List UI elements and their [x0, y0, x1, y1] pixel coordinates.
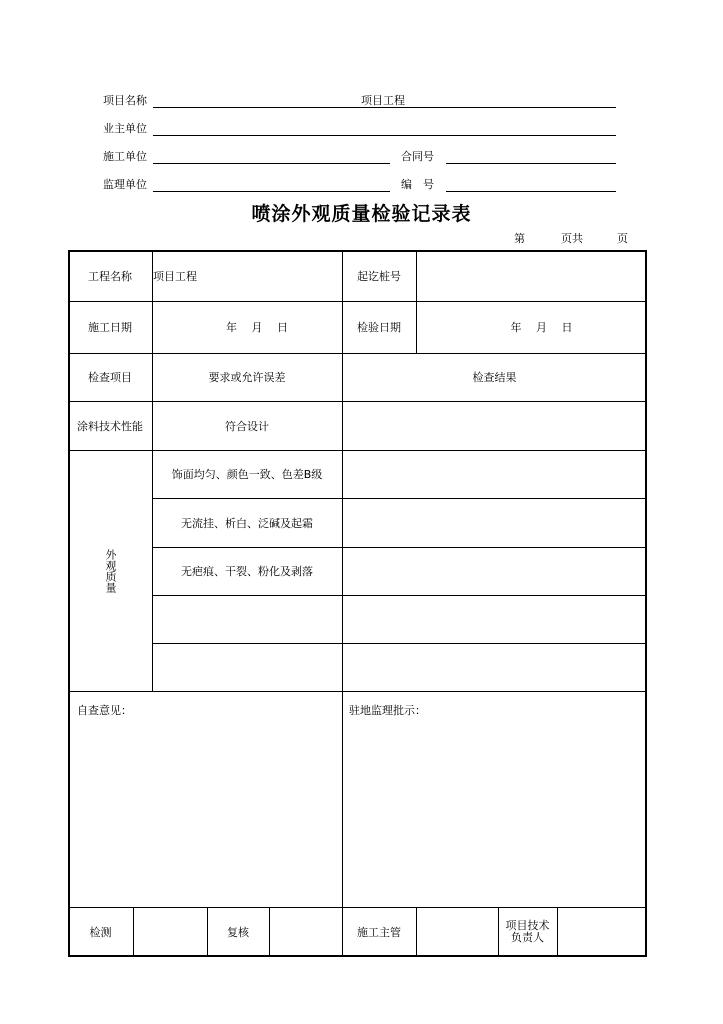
project-name-label: 项目名称 [103, 94, 147, 107]
serial-no-label: 编 号 [401, 178, 434, 191]
supervision-area[interactable] [344, 720, 645, 905]
station-value-cell[interactable] [416, 250, 647, 301]
appearance-result-5[interactable] [342, 643, 647, 691]
site-manager-label-cell: 施工主管 [357, 926, 401, 939]
appearance-label: 外观质量 [104, 548, 117, 593]
construction-date-value-cell[interactable]: 年 月 日 [226, 321, 288, 334]
tech-lead-label-line-1: 项目技术 [505, 919, 550, 932]
page-di-label: 第 [514, 232, 525, 245]
contract-no-label: 合同号 [401, 150, 434, 163]
owner-label: 业主单位 [103, 122, 147, 135]
supervisor-underline[interactable] [153, 191, 390, 192]
self-check-area[interactable] [70, 720, 340, 905]
appearance-item-1: 饰面均匀、颜色一致、色差B级 [171, 468, 323, 481]
appearance-item-5[interactable] [152, 643, 342, 691]
coating-label-cell: 涂料技术性能 [77, 419, 143, 433]
site-manager-sign-cell[interactable] [416, 907, 498, 957]
contract-no-underline[interactable] [446, 163, 616, 164]
appearance-result-3[interactable] [342, 547, 647, 595]
inspect-sign-cell[interactable] [133, 907, 207, 957]
appearance-item-2: 无流挂、析白、泛碱及起霜 [181, 516, 313, 530]
row-divider [68, 691, 647, 692]
requirement-label-cell: 要求或允许误差 [208, 371, 286, 384]
tech-lead-sign-cell[interactable] [557, 907, 647, 957]
review-sign-cell[interactable] [269, 907, 342, 957]
appearance-label-cell [68, 450, 152, 691]
appearance-item-4[interactable] [152, 595, 342, 643]
supervision-label: 驻地监理批示： [349, 704, 426, 717]
project-label-cell: 工程名称 [88, 269, 132, 283]
station-label-cell: 起讫桩号 [357, 269, 401, 283]
project-value-cell[interactable]: 项目工程 [153, 269, 197, 283]
appearance-result-1[interactable] [342, 450, 647, 498]
inspection-date-value-cell[interactable]: 年 月 日 [510, 321, 573, 334]
inspect-label-cell: 检测 [89, 926, 112, 939]
page-ye-gong-label: 页共 [561, 232, 583, 245]
appearance-item-3: 无疤痕、干裂、粉化及剥落 [181, 565, 313, 578]
coating-requirement-cell: 符合设计 [225, 419, 269, 433]
project-name-value[interactable]: 项目工程 [361, 94, 405, 107]
inspection-date-label-cell: 检验日期 [357, 321, 401, 334]
contractor-underline[interactable] [153, 163, 390, 164]
owner-underline[interactable] [153, 135, 616, 136]
serial-no-underline[interactable] [446, 191, 616, 192]
page-ye-label: 页 [617, 232, 628, 245]
coating-result-cell[interactable] [342, 401, 647, 450]
result-label-cell: 检查结果 [472, 371, 517, 384]
appearance-result-4[interactable] [342, 595, 647, 643]
self-check-label: 自查意见： [77, 704, 132, 717]
tech-lead-label-line-2: 负责人 [511, 931, 544, 944]
tech-lead-label-cell [498, 907, 557, 957]
appearance-result-2[interactable] [342, 498, 647, 547]
supervisor-label: 监理单位 [103, 178, 147, 191]
page-title: 喷涂外观质量检验记录表 [251, 203, 472, 225]
construction-date-label-cell: 施工日期 [88, 321, 132, 334]
contractor-label: 施工单位 [103, 150, 147, 163]
check-item-label-cell: 检查项目 [88, 371, 132, 384]
review-label-cell: 复核 [227, 926, 249, 939]
